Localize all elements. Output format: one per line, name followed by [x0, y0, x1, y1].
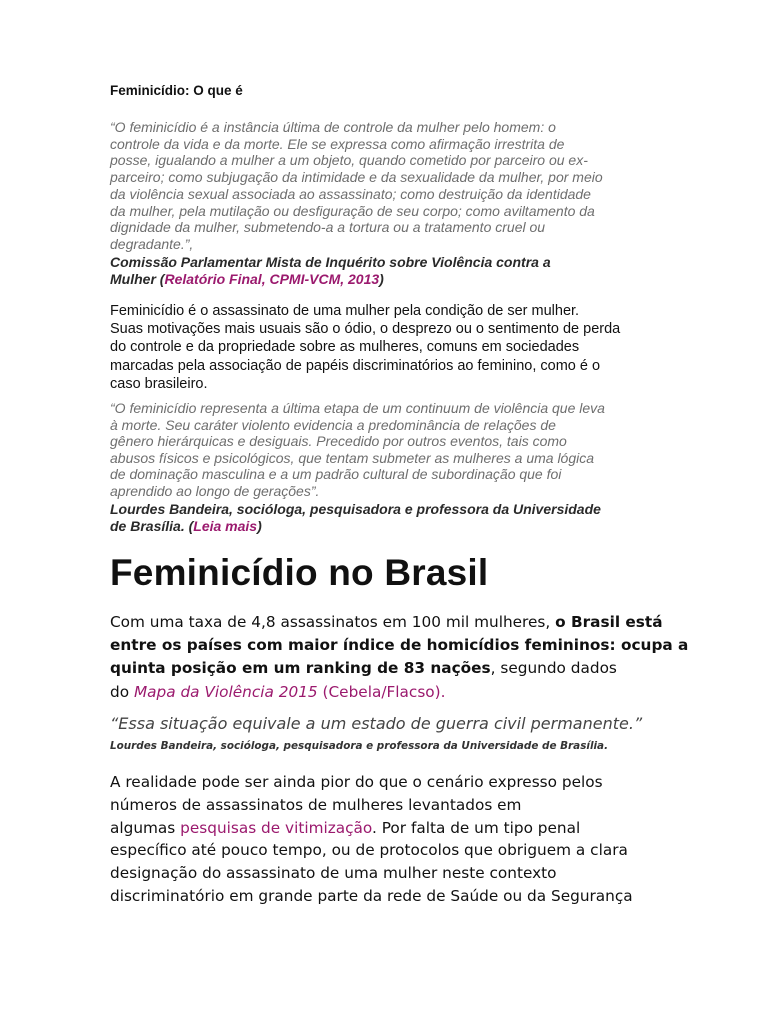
quote-cpmi-source	[110, 254, 662, 287]
quote-line: degradante.”,	[110, 235, 194, 252]
text-span: . Por falta de um tipo penal	[372, 818, 581, 837]
quote-line: à morte. Seu caráter violento evidencia a predominância de relações de	[110, 416, 556, 433]
quote-bandeira-source	[110, 501, 662, 534]
text-span: algumas	[110, 818, 181, 837]
paragraph-line	[110, 681, 655, 704]
source-prefix: Mulher (	[110, 270, 165, 287]
paragraph-line	[110, 634, 689, 657]
bold-text: quinta posição em um ranking de 83 nações	[110, 659, 491, 678]
section-title: Feminicídio: O que é	[110, 83, 243, 98]
pesquisas-vitimizacao-link[interactable]: pesquisas de vitimização	[180, 818, 373, 837]
quote-line: parceiro; como subjugação da intimidade e da sexualidade da mulher, por meio	[110, 169, 603, 186]
paragraph-line: Suas motivações mais usuais são o ódio, o desprezo ou o sentimento de perda	[110, 321, 621, 338]
cebela-flacso-text: (Cebela/Flacso).	[317, 682, 446, 701]
source-line: Lourdes Bandeira, socióloga, pesquisadora e professora da Universidade	[110, 501, 601, 517]
paragraph-line: discriminatório em grande parte da rede de Saúde ou da Segurança	[110, 886, 633, 905]
quote-line: gênero hierárquicas e desiguais. Precedido por outros eventos, tais como	[110, 433, 567, 450]
quote-line: dignidade da mulher, submetendo-a a tortura ou a tratamento cruel ou	[110, 219, 546, 236]
bold-text: entre os países com maior índice de homicídios femininos: ocupa a	[110, 636, 689, 655]
definition-paragraph	[110, 302, 662, 393]
paragraph-line: específico até pouco tempo, ou de protocolos que obriguem a clara	[110, 841, 628, 860]
bold-text: o Brasil está	[555, 613, 663, 631]
source-line: Comissão Parlamentar Mista de Inquérito sobre Violência contra a	[110, 254, 551, 270]
source-line	[110, 518, 662, 535]
quote-line: posse, igualando a mulher a um objeto, quando cometido por parceiro ou ex-	[110, 152, 588, 169]
source-suffix: )	[257, 517, 262, 534]
text-span: do	[110, 682, 134, 701]
paragraph-line: números de assassinatos de mulheres levantados em	[110, 795, 522, 814]
mapa-da-violencia-link[interactable]: Mapa da Violência 2015	[133, 682, 318, 701]
quote-line: de dominação masculina e a um padrão cultural de subordinação que foi	[110, 466, 562, 483]
pull-quote-source: Lourdes Bandeira, socióloga, pesquisadora e professora da Universidade de Brasília.	[110, 740, 609, 752]
paragraph-line	[110, 657, 655, 680]
leia-mais-link[interactable]: Leia mais	[193, 517, 258, 534]
statistics-paragraph	[110, 611, 689, 704]
quote-line: abusos físicos e psicológicos, que tentam submeter as mulheres a uma lógica	[110, 449, 595, 466]
paragraph-line: marcadas pela associação de papéis discriminatórios ao feminino, como é o	[110, 357, 601, 374]
paragraph-line: caso brasileiro.	[110, 375, 208, 392]
paragraph-line	[110, 817, 655, 840]
main-heading: Feminicídio no Brasil	[110, 552, 489, 593]
quote-line: aprendido ao longo de gerações”.	[110, 482, 320, 499]
reality-paragraph	[110, 771, 655, 908]
paragraph-line: Feminicídio é o assassinato de uma mulher pela condição de ser mulher.	[110, 303, 580, 319]
relatorio-final-link[interactable]: Relatório Final, CPMI-VCM, 2013	[164, 270, 380, 287]
quote-line: “O feminicídio representa a última etapa de um continuum de violência que leva	[110, 400, 605, 416]
source-prefix: de Brasília. (	[110, 517, 194, 534]
paragraph-line: A realidade pode ser ainda pior do que o cenário expresso pelos	[110, 773, 603, 791]
paragraph-line: designação do assassinato de uma mulher neste contexto	[110, 864, 557, 883]
text-span: , segundo dados	[490, 659, 617, 678]
pull-quote: “Essa situação equivale a um estado de guerra civil permanente.”	[110, 714, 643, 733]
quote-bandeira	[110, 400, 662, 500]
quote-line: “O feminicídio é a instância última de controle da mulher pelo homem: o	[110, 119, 556, 135]
source-suffix: )	[379, 270, 384, 287]
quote-line: controle da vida e da morte. Ele se expressa como afirmação irrestrita de	[110, 135, 565, 152]
paragraph-line: do controle e da propriedade sobre as mulheres, comuns em sociedades	[110, 339, 580, 356]
quote-cpmi	[110, 119, 662, 253]
quote-line: da mulher, pela mutilação ou desfiguração de seu corpo; como aviltamento da	[110, 202, 595, 219]
quote-line: da violência sexual associada ao assassinato; como destruição da identidade	[110, 185, 591, 202]
paragraph-line	[110, 611, 663, 634]
source-line	[110, 271, 662, 288]
text-span: Com uma taxa de 4,8 assassinatos em 100 mil mulheres,	[110, 613, 556, 631]
